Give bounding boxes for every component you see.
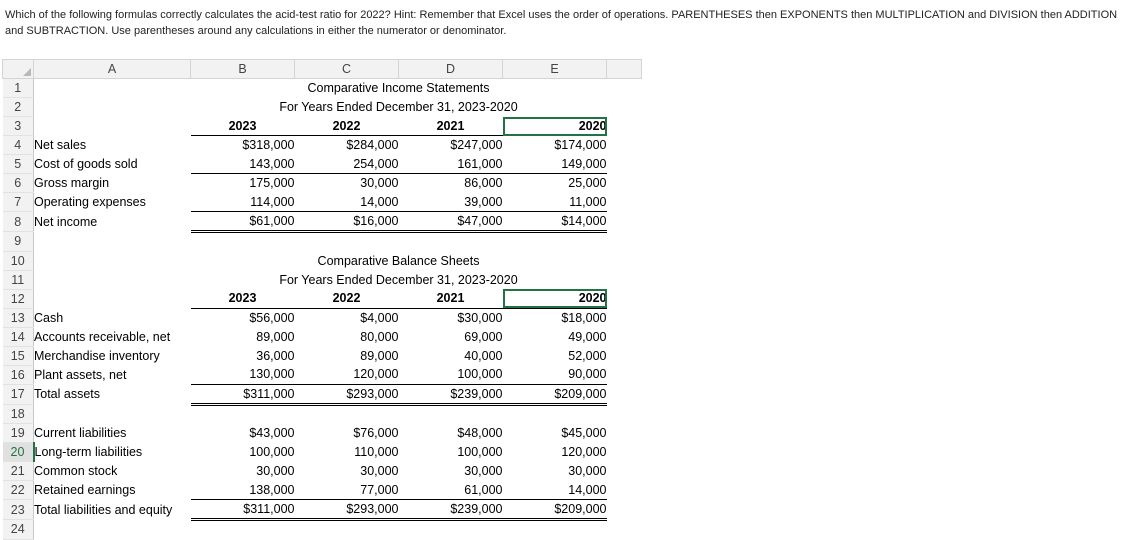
cell[interactable] — [503, 232, 607, 252]
column-header-b[interactable]: B — [191, 60, 295, 79]
row-header[interactable]: 9 — [3, 232, 34, 252]
cell[interactable] — [607, 98, 642, 117]
balance-sheet-subtitle[interactable]: For Years Ended December 31, 2023-2020 — [279, 272, 518, 287]
income-statement-subtitle[interactable]: For Years Ended December 31, 2023-2020 — [279, 100, 518, 114]
sheet-row — [3, 404, 642, 424]
income-value[interactable]: 143,000 — [191, 155, 295, 174]
sheet-row — [3, 251, 642, 270]
cell[interactable] — [34, 270, 191, 289]
cell[interactable] — [607, 174, 642, 193]
liability-value[interactable]: $48,000 — [457, 426, 503, 440]
asset-value[interactable]: 52,000 — [568, 348, 607, 363]
asset-value[interactable]: 90,000 — [503, 365, 607, 384]
cell[interactable] — [607, 117, 642, 136]
cell[interactable] — [295, 232, 399, 252]
income-value[interactable]: $47,000 — [399, 212, 503, 232]
cell[interactable] — [34, 232, 191, 252]
column-header-e[interactable]: E — [503, 60, 607, 79]
asset-value[interactable]: 36,000 — [256, 348, 295, 363]
sheet-row — [3, 308, 642, 327]
row-header[interactable]: 14 — [3, 327, 34, 346]
asset-value[interactable]: $311,000 — [191, 384, 295, 404]
cell[interactable] — [399, 404, 503, 424]
cell[interactable] — [607, 136, 642, 155]
row-header[interactable]: 6 — [3, 174, 34, 193]
cell[interactable] — [295, 404, 399, 424]
income-value[interactable]: 11,000 — [503, 193, 607, 212]
sheet-row — [3, 520, 642, 540]
cell[interactable] — [607, 500, 642, 520]
cell[interactable] — [191, 232, 295, 252]
asset-value[interactable]: $30,000 — [457, 310, 503, 325]
column-header-c[interactable]: C — [295, 60, 399, 79]
income-value[interactable]: 30,000 — [360, 176, 399, 191]
balance-year-header[interactable]: 2022 — [295, 289, 399, 308]
column-header-d[interactable]: D — [399, 60, 503, 79]
liability-value[interactable]: 77,000 — [295, 481, 399, 500]
income-value[interactable]: $318,000 — [242, 138, 295, 153]
row-header[interactable]: 8 — [3, 212, 34, 232]
income-line-label[interactable]: Cost of goods sold — [34, 157, 138, 171]
cell[interactable] — [191, 520, 295, 540]
liability-value[interactable]: 120,000 — [561, 445, 607, 459]
liability-line-label[interactable]: Total liabilities and equity — [34, 502, 173, 517]
cell[interactable] — [34, 117, 191, 136]
liability-value[interactable]: 30,000 — [464, 464, 503, 478]
balance-sheet-title[interactable]: Comparative Balance Sheets — [317, 253, 480, 268]
row-header[interactable]: 12 — [3, 289, 34, 308]
asset-value[interactable]: 120,000 — [295, 365, 399, 384]
liability-line-label[interactable]: Long-term liabilities — [34, 445, 143, 459]
cell[interactable] — [399, 232, 503, 252]
column-header-f[interactable] — [607, 60, 642, 79]
row-header[interactable]: 23 — [3, 500, 34, 520]
liability-value[interactable]: 138,000 — [191, 481, 295, 500]
asset-value[interactable]: 89,000 — [360, 348, 399, 363]
cell[interactable] — [34, 79, 191, 98]
asset-value[interactable]: $239,000 — [399, 384, 503, 404]
sheet-row — [3, 365, 642, 384]
liability-value[interactable]: 100,000 — [249, 445, 295, 459]
row-header[interactable]: 18 — [3, 404, 34, 424]
cell[interactable] — [607, 520, 642, 540]
asset-value[interactable]: 100,000 — [399, 365, 503, 384]
income-value[interactable]: 25,000 — [568, 176, 607, 191]
cell[interactable] — [607, 212, 642, 232]
column-header-a[interactable]: A — [34, 60, 191, 79]
cell[interactable] — [399, 520, 503, 540]
sheet-row — [3, 481, 642, 500]
income-statement-title[interactable]: Comparative Income Statements — [307, 81, 490, 96]
income-value[interactable]: $61,000 — [191, 212, 295, 232]
balance-year-header[interactable]: 2023 — [191, 289, 295, 308]
asset-value[interactable]: 49,000 — [568, 329, 607, 344]
sheet-row — [3, 155, 642, 174]
income-line-label[interactable]: Gross margin — [34, 176, 110, 190]
sheet-row — [3, 346, 642, 365]
select-all-triangle-icon — [23, 68, 31, 76]
cell[interactable] — [607, 327, 642, 346]
liability-value[interactable]: 30,000 — [256, 464, 295, 478]
income-value[interactable]: 254,000 — [295, 155, 399, 174]
sheet-row — [3, 136, 642, 155]
sheet-row — [3, 424, 642, 443]
income-value[interactable]: 86,000 — [464, 176, 503, 191]
income-value[interactable]: 39,000 — [399, 193, 503, 212]
liability-line-label[interactable]: Current liabilities — [34, 426, 127, 440]
liability-value[interactable]: 61,000 — [399, 481, 503, 500]
cell[interactable] — [607, 462, 642, 481]
row-header[interactable]: 17 — [3, 384, 34, 404]
cell[interactable] — [607, 193, 642, 212]
cell[interactable] — [191, 404, 295, 424]
liability-value[interactable]: 110,000 — [354, 445, 399, 459]
cell[interactable] — [607, 270, 642, 289]
asset-value[interactable]: $209,000 — [503, 384, 607, 404]
row-header[interactable]: 4 — [3, 136, 34, 155]
asset-line-label[interactable]: Plant assets, net — [34, 367, 127, 382]
income-year-header[interactable]: 2023 — [191, 117, 295, 136]
row-header[interactable]: 19 — [3, 424, 34, 443]
sheet-row — [3, 270, 642, 289]
balance-year-header[interactable]: 2020 — [503, 289, 607, 308]
balance-year-header[interactable]: 2021 — [399, 289, 503, 308]
sheet-row — [3, 289, 642, 308]
income-value[interactable]: $247,000 — [450, 138, 503, 153]
sheet-row — [3, 117, 642, 136]
asset-line-label[interactable]: Merchandise inventory — [34, 348, 160, 363]
row-header[interactable]: 16 — [3, 365, 34, 384]
row-header[interactable]: 13 — [3, 308, 34, 327]
cell[interactable] — [34, 251, 191, 270]
row-header[interactable]: 11 — [3, 270, 34, 289]
income-line-label[interactable]: Operating expenses — [34, 195, 146, 209]
asset-value[interactable]: 130,000 — [191, 365, 295, 384]
spreadsheet-grid — [2, 59, 642, 540]
sheet-row — [3, 462, 642, 481]
liability-value[interactable]: 30,000 — [360, 464, 399, 478]
liability-value[interactable]: $45,000 — [561, 426, 607, 440]
question-text: Which of the following formulas correctly calculates the acid-test ratio for 2022? Hint: Remember that Excel uses the order of operations. PARENTHESES then EXPONENTS then MULTIPLICATION and DIVISION then ADDITION and SUBTRACTION. Use parentheses around any calculations in either the numerator or denominator. — [5, 9, 1118, 37]
row-header[interactable]: 24 — [3, 520, 34, 540]
row-header[interactable]: 3 — [3, 117, 34, 136]
cell[interactable] — [607, 289, 642, 308]
sheet-row — [3, 500, 642, 520]
asset-value[interactable]: $56,000 — [249, 310, 295, 325]
cell[interactable] — [34, 289, 191, 308]
sheet-row — [3, 443, 642, 462]
sheet-row — [3, 193, 642, 212]
cell[interactable] — [607, 443, 642, 462]
asset-line-label[interactable]: Accounts receivable, net — [34, 329, 171, 344]
column-header-row — [3, 60, 642, 79]
sheet-row — [3, 174, 642, 193]
cell[interactable] — [34, 404, 191, 424]
cell[interactable] — [607, 79, 642, 98]
row-header[interactable]: 10 — [3, 251, 34, 270]
income-value[interactable]: 14,000 — [295, 193, 399, 212]
income-line-label[interactable]: Net sales — [34, 138, 87, 152]
income-value[interactable]: $16,000 — [295, 212, 399, 232]
income-value[interactable]: $14,000 — [503, 212, 607, 232]
asset-line-label[interactable]: Cash — [34, 310, 64, 325]
row-header[interactable]: 7 — [3, 193, 34, 212]
spreadsheet — [2, 59, 642, 540]
income-value[interactable]: $174,000 — [554, 138, 607, 153]
cell[interactable] — [607, 424, 642, 443]
asset-value[interactable]: $293,000 — [295, 384, 399, 404]
row-header-selected[interactable]: 20 — [3, 443, 34, 462]
asset-value[interactable]: $18,000 — [561, 310, 607, 325]
liability-value[interactable]: 100,000 — [457, 445, 503, 459]
asset-value[interactable]: 69,000 — [464, 329, 503, 344]
cell[interactable] — [503, 404, 607, 424]
row-header[interactable]: 15 — [3, 346, 34, 365]
cell[interactable] — [607, 155, 642, 174]
income-line-label[interactable]: Net income — [34, 214, 98, 229]
liability-value[interactable]: 14,000 — [503, 481, 607, 500]
cell[interactable] — [34, 98, 191, 117]
cell[interactable] — [607, 384, 642, 404]
asset-value[interactable]: 40,000 — [464, 348, 503, 363]
asset-value[interactable]: $4,000 — [360, 310, 399, 325]
cell[interactable] — [607, 346, 642, 365]
liability-value[interactable]: $293,000 — [295, 500, 399, 520]
income-value[interactable]: 175,000 — [249, 176, 295, 191]
sheet-row — [3, 384, 642, 404]
income-value[interactable]: 149,000 — [503, 155, 607, 174]
cell[interactable] — [607, 404, 642, 424]
sheet-row — [3, 98, 642, 117]
liability-line-label[interactable]: Common stock — [34, 464, 118, 478]
income-year-header[interactable]: 2021 — [399, 117, 503, 136]
row-header[interactable]: 21 — [3, 462, 34, 481]
cell[interactable] — [34, 520, 191, 540]
income-year-header[interactable]: 2020 — [503, 117, 607, 136]
income-value[interactable]: $284,000 — [346, 138, 399, 153]
sheet-row — [3, 79, 642, 98]
cell[interactable] — [607, 481, 642, 500]
row-header[interactable]: 2 — [3, 98, 34, 117]
liability-value[interactable]: $76,000 — [353, 426, 399, 440]
asset-value[interactable]: 80,000 — [360, 329, 399, 344]
liability-value[interactable]: $209,000 — [503, 500, 607, 520]
cell[interactable] — [607, 251, 642, 270]
liability-value[interactable]: 30,000 — [568, 464, 607, 478]
sheet-row — [3, 232, 642, 252]
cell[interactable] — [607, 308, 642, 327]
income-value[interactable]: 161,000 — [399, 155, 503, 174]
liability-value[interactable]: $43,000 — [249, 426, 295, 440]
liability-value[interactable]: $239,000 — [399, 500, 503, 520]
cell[interactable] — [503, 520, 607, 540]
liability-value[interactable]: $311,000 — [191, 500, 295, 520]
select-all-corner[interactable] — [3, 60, 34, 79]
cell[interactable] — [295, 520, 399, 540]
row-header[interactable]: 1 — [3, 79, 34, 98]
sheet-row — [3, 212, 642, 232]
income-value[interactable]: 114,000 — [191, 193, 295, 212]
cell[interactable] — [607, 232, 642, 252]
income-year-header[interactable]: 2022 — [295, 117, 399, 136]
sheet-row — [3, 327, 642, 346]
asset-value[interactable]: 89,000 — [256, 329, 295, 344]
row-header[interactable]: 22 — [3, 481, 34, 500]
liability-line-label[interactable]: Retained earnings — [34, 483, 136, 497]
asset-line-label[interactable]: Total assets — [34, 387, 101, 401]
row-header[interactable]: 5 — [3, 155, 34, 174]
cell[interactable] — [607, 365, 642, 384]
